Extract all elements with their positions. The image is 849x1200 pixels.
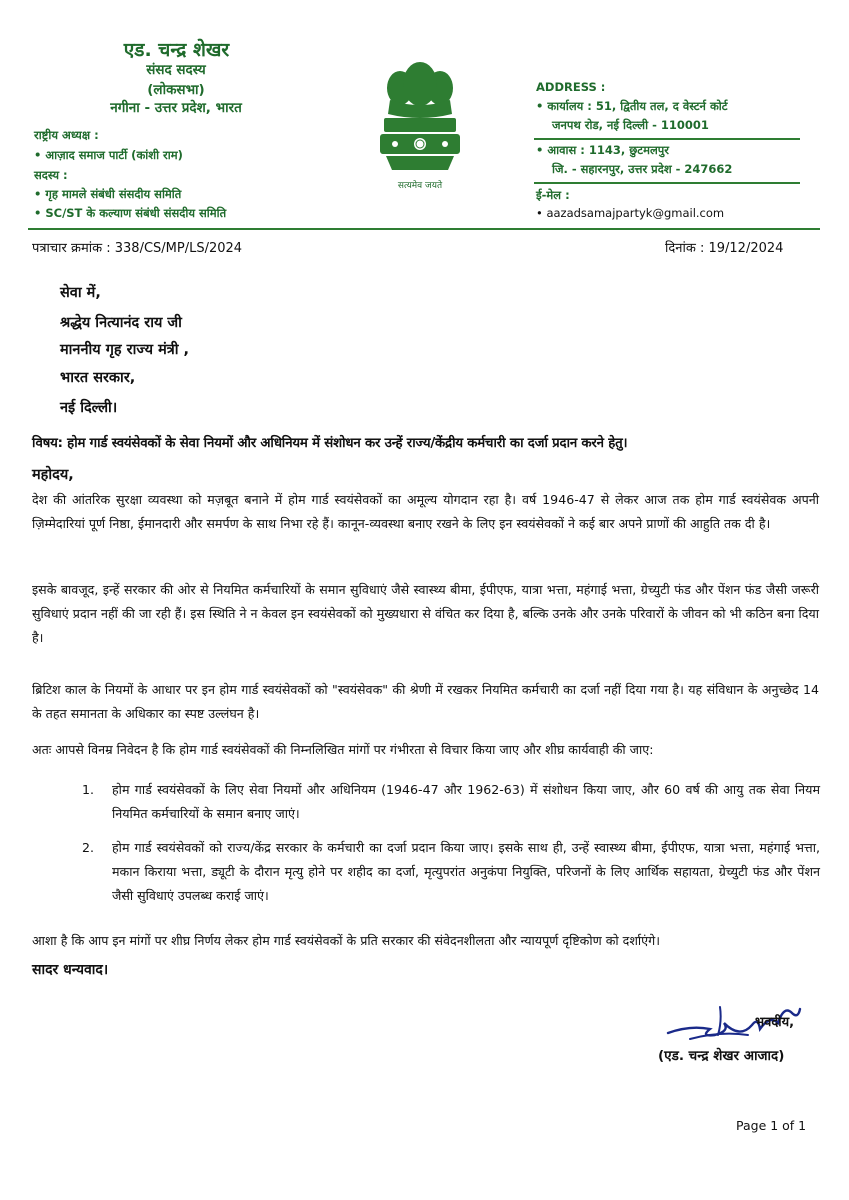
demand-number: 1. — [82, 782, 95, 797]
committee-item: • SC/ST के कल्याण संबंधी संसदीय समिति — [34, 206, 227, 220]
emblem-motto: सत्यमेव जयते — [397, 181, 443, 191]
thanks: सादर धन्यवाद। — [32, 962, 109, 978]
recipient-line: सेवा में, — [60, 285, 101, 301]
demand-text: होम गार्ड स्वयंसेवकों के लिए सेवा नियमों और अधिनियम (1946-47 और 1962-63) में संशोधन किया जाए, और 60 वर्ष की आयु तक सेवा नियम नियमित कर्मचारियों के समान बनाए जाएं। — [112, 782, 820, 821]
recipient-line: नई दिल्ली। — [60, 400, 118, 416]
recipient-line: श्रद्धेय नित्यानंद राय जी — [60, 315, 182, 331]
letterhead-rule — [28, 228, 820, 230]
address-divider — [534, 182, 800, 184]
recipient-line: माननीय गृह राज्य मंत्री , — [60, 342, 190, 358]
party-name: • आज़ाद समाज पार्टी (कांशी राम) — [34, 148, 183, 162]
body-paragraph: देश की आंतरिक सुरक्षा व्यवस्था को मज़बूत बनाने में होम गार्ड स्वयंसेवकों का अमूल्य योगदान रहा है। वर्ष 1946-47 से लेकर आज तक होम गार्ड स्वयंसेवक अपनी ज़िम्मेदारियां पूर्ण निष्ठा, ईमानदारी और समर्पण के साथ निभा रहे हैं। कानून-व्यवस्था बनाए रखने के लिए इन स्वयंसेवकों ने कई बार अपने प्राणों की आहुति तक दी है। — [32, 492, 819, 531]
page-number: Page 1 of 1 — [736, 1118, 807, 1133]
body-paragraph: ब्रिटिश काल के नियमों के आधार पर इन होम गार्ड स्वयंसेवकों को "स्वयंसेवक" की श्रेणी में रखकर नियमित कर्मचारी का दर्जा नहीं दिया गया है। यह संविधान के अनुच्छेद 14 के तहत समानता के अधिकार का स्पष्ट उल्लंघन है। — [32, 682, 819, 721]
email-label: ई-मेल : — [536, 188, 570, 202]
letterhead-location: नगीना - उत्तर प्रदेश, भारत — [110, 100, 242, 116]
national-president-label: राष्ट्रीय अध्यक्ष : — [34, 128, 99, 142]
demand-number: 2. — [82, 840, 95, 855]
body-paragraph: इसके बावजूद, इन्हें सरकार की ओर से नियमित कर्मचारियों के समान सुविधाएं जैसे स्वास्थ्य बीमा, ईपीएफ, यात्रा भत्ता, महंगाई भत्ता, ग्रेच्युटी फंड और पेंशन फंड जैसी जरूरी सुविधाएं प्रदान नहीं की जा रही हैं। इस स्थिति ने न केवल इन स्वयंसेवकों को मुख्यधारा से वंचित कर दिया है, बल्कि उनके और उनके परिवारों के जीवन को भी कठिन बना दिया है। — [32, 582, 819, 645]
residence-address-line2: जि. - सहारनपुर, उत्तर प्रदेश - 247662 — [552, 162, 733, 176]
closing-text: भवदीय, — [755, 1015, 795, 1030]
office-address-line2: जनपथ रोड, नई दिल्ली - 110001 — [552, 118, 709, 132]
letterhead-name: एड. चन्द्र शेखर — [123, 39, 230, 61]
letterhead-house: (लोकसभा) — [147, 82, 205, 98]
member-label: सदस्य : — [34, 168, 68, 182]
demand-text: होम गार्ड स्वयंसेवकों को राज्य/केंद्र सरकार के कर्मचारी का दर्जा प्रदान किया जाए। इसके साथ ही, उन्हें स्वास्थ्य बीमा, ईपीएफ, यात्रा भत्ता, महंगाई भत्ता, मकान किराया भत्ता, ड्यूटी के दौरान मृत्यु होने पर शहीद का दर्जा, मृत्युपरांत अनुकंपा नियुक्ति, परिजनों के लिए आर्थिक सहायता, ग्रेच्युटी फंड और पेंशन जैसी सुविधाएं उपलब्ध कराई जाएं। — [112, 840, 820, 903]
letter-subject: विषय: होम गार्ड स्वयंसेवकों के सेवा नियमों और अधिनियम में संशोधन कर उन्हें राज्य/केंद्रीय कर्मचारी का दर्जा प्रदान करने हेतु। — [32, 436, 628, 451]
body-paragraph: अतः आपसे विनम्र निवेदन है कि होम गार्ड स्वयंसेवकों की निम्नलिखित मांगों पर गंभीरता से विचार किया जाए और शीघ्र कार्यवाही की जाए: — [32, 742, 654, 757]
letterhead-title: संसद सदस्य — [146, 62, 206, 78]
salutation: महोदय, — [32, 467, 74, 483]
email-address: • aazadsamajpartyk@gmail.com — [536, 206, 725, 220]
reference-number: पत्राचार क्रमांक : 338/CS/MP/LS/2024 — [32, 241, 243, 256]
address-divider — [534, 138, 800, 140]
residence-address-line1: • आवास : 1143, छुटमलपुर — [536, 143, 670, 157]
national-emblem-icon — [370, 52, 470, 192]
signatory-name: (एड. चन्द्र शेखर आजाद) — [658, 1048, 785, 1064]
office-address-line1: • कार्यालय : 51, द्वितीय तल, द वेस्टर्न कोर्ट — [536, 99, 728, 113]
letter-date: दिनांक : 19/12/2024 — [665, 241, 784, 256]
address-label: ADDRESS : — [536, 80, 606, 94]
recipient-line: भारत सरकार, — [60, 370, 136, 386]
committee-item: • गृह मामले संबंधी संसदीय समिति — [34, 187, 182, 201]
conclusion-paragraph: आशा है कि आप इन मांगों पर शीघ्र निर्णय लेकर होम गार्ड स्वयंसेवकों के प्रति सरकार की संवेदनशीलता और न्यायपूर्ण दृष्टिकोण को दर्शाएंगे। — [32, 933, 661, 948]
